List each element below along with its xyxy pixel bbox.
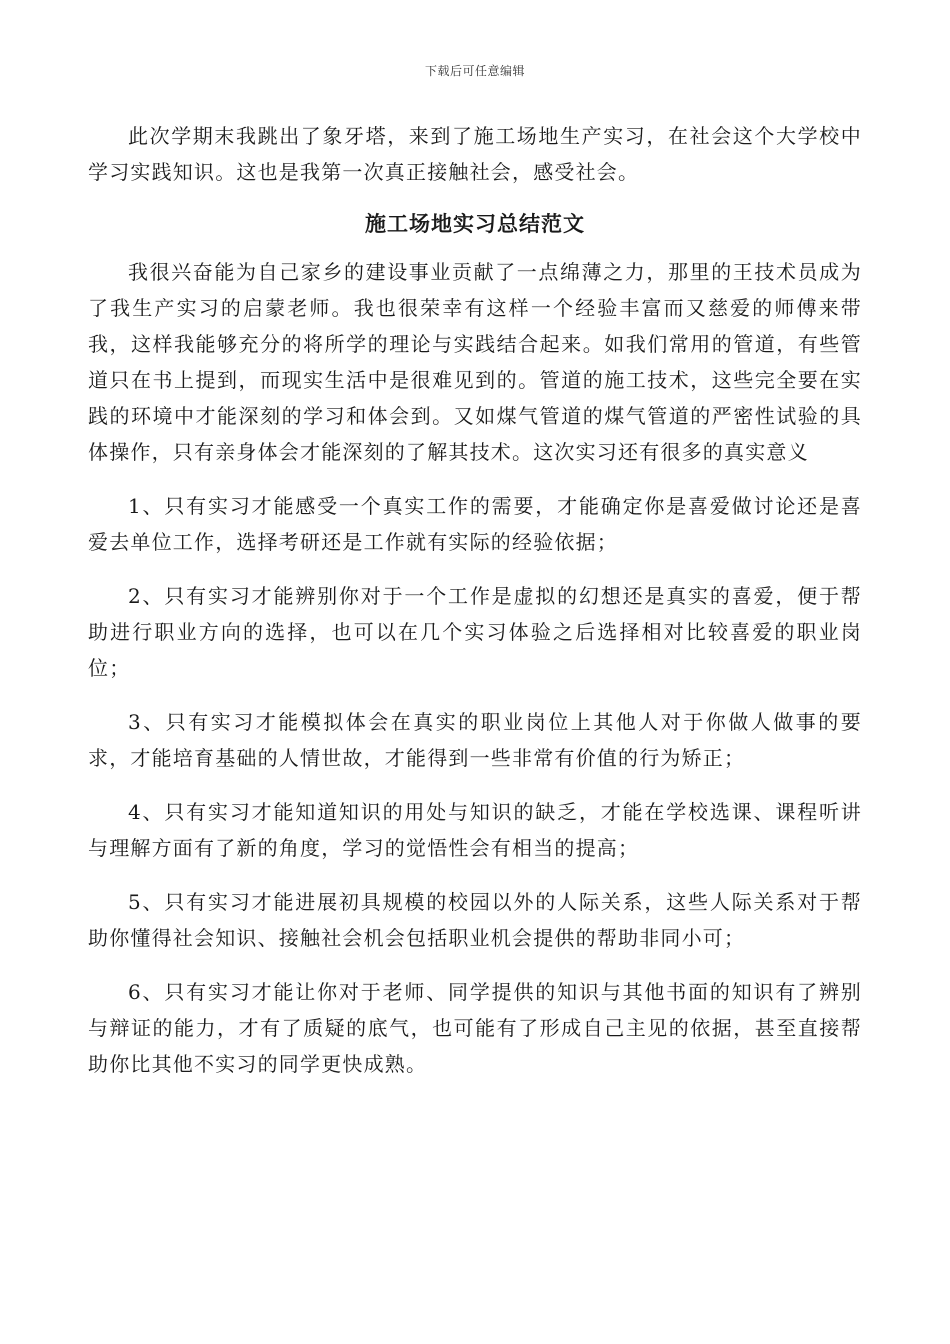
list-item-3: 3、只有实习才能模拟体会在真实的职业岗位上其他人对于你做人做事的要求，才能培育基础的人情世故，才能得到一些非常有价值的行为矫正；: [88, 710, 862, 770]
list-item-1: 1、只有实习才能感受一个真实工作的需要，才能确定你是喜爱做讨论还是喜爱去单位工作，选择考研还是工作就有实际的经验依据；: [88, 494, 862, 554]
document-title: 施工场地实习总结范文: [365, 211, 585, 236]
page-header: 下载后可任意编辑: [424, 64, 525, 78]
intro-paragraph: 此次学期末我跳出了象牙塔，来到了施工场地生产实习，在社会这个大学校中学习实践知识。这也是我第一次真正接触社会，感受社会。: [88, 124, 862, 184]
document-body: [88, 118, 862, 1082]
list-item-6: 6、只有实习才能让你对于老师、同学提供的知识与其他书面的知识有了辨别与辩证的能力，才有了质疑的底气，也可能有了形成自己主见的依据，甚至直接帮助你比其他不实习的同学更快成熟。: [88, 980, 862, 1076]
list-item-5: 5、只有实习才能进展初具规模的校园以外的人际关系，这些人际关系对于帮助你懂得社会知识、接触社会机会包括职业机会提供的帮助非同小可；: [88, 890, 862, 950]
list-item-2: 2、只有实习才能辨别你对于一个工作是虚拟的幻想还是真实的喜爱，便于帮助进行职业方向的选择，也可以在几个实习体验之后选择相对比较喜爱的职业岗位；: [88, 584, 862, 680]
list-item-4: 4、只有实习才能知道知识的用处与知识的缺乏，才能在学校选课、课程听讲与理解方面有了新的角度，学习的觉悟性会有相当的提高；: [88, 800, 862, 860]
body-paragraph: 我很兴奋能为自己家乡的建设事业贡献了一点绵薄之力，那里的王技术员成为了我生产实习的启蒙老师。我也很荣幸有这样一个经验丰富而又慈爱的师傅来带我，这样我能够充分的将所学的理论与实践结合起来。如我们常用的管道，有些管道只在书上提到，而现实生活中是很难见到的。管道的施工技术，这些完全要在实践的环境中才能深刻的学习和体会到。又如煤气管道的煤气管道的严密性试验的具体操作，只有亲身体会才能深刻的了解其技术。这次实习还有很多的真实意义: [88, 260, 862, 464]
